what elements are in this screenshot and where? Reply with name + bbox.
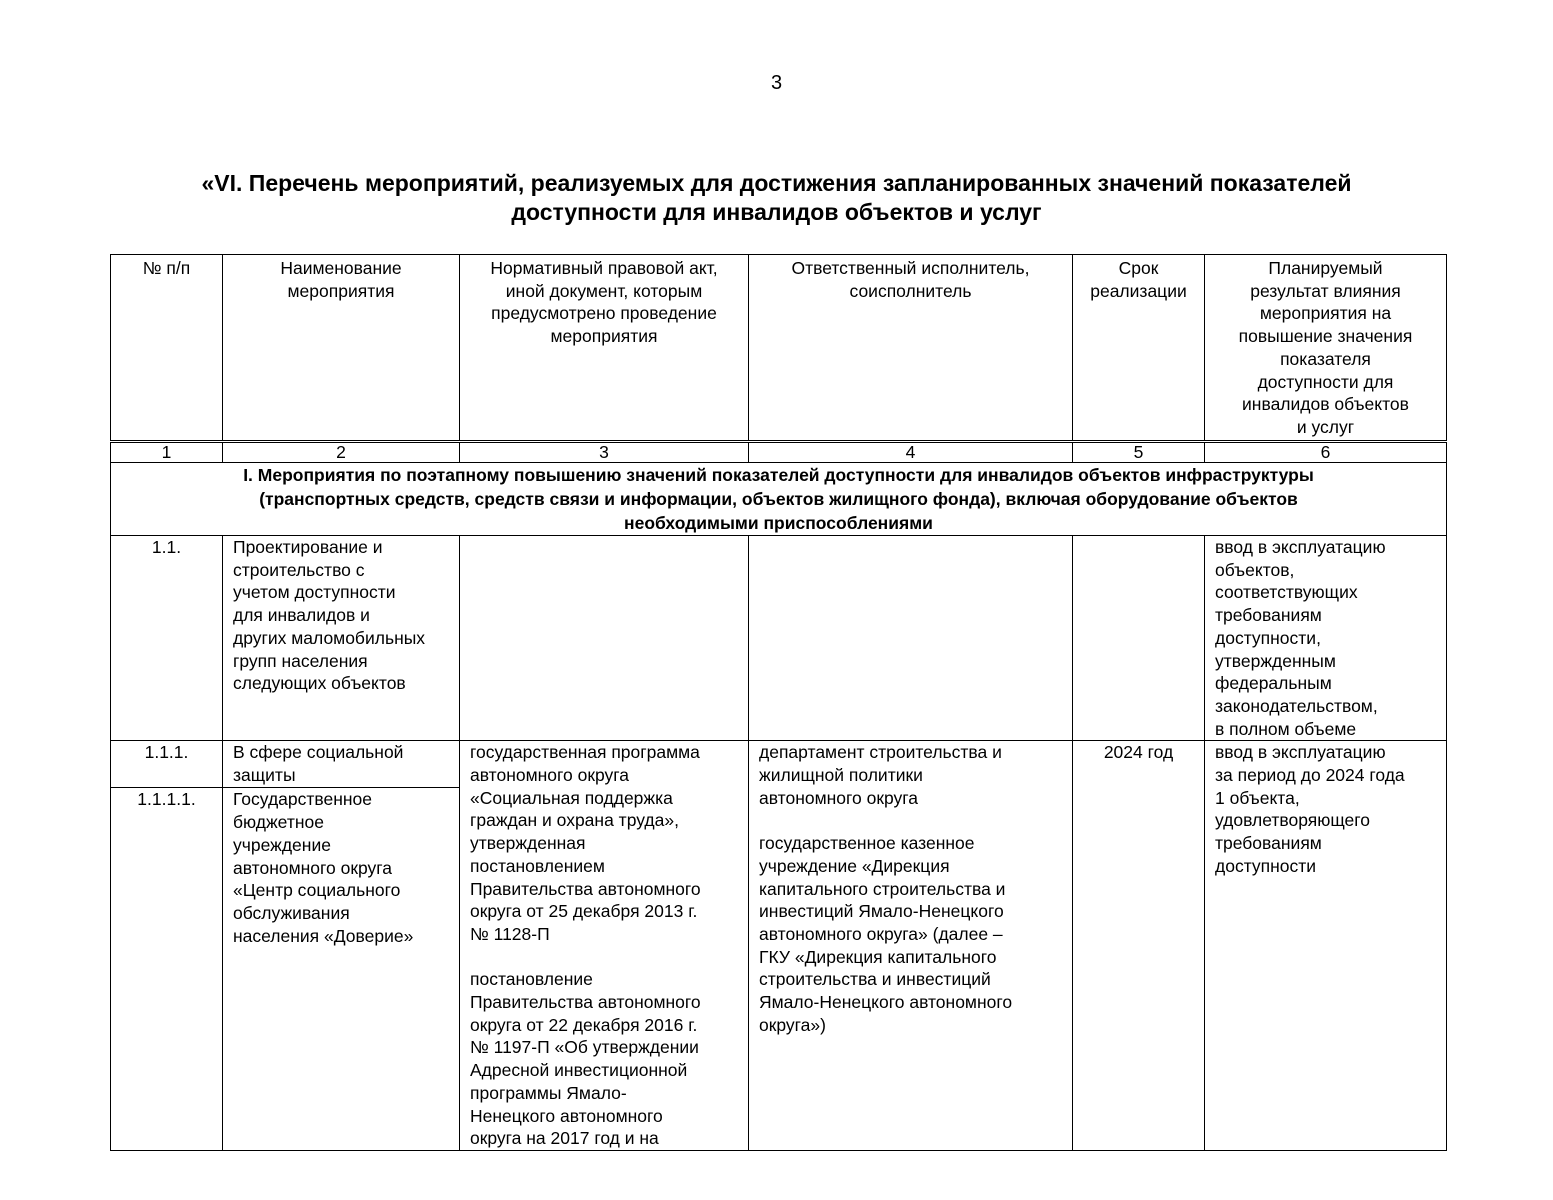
- title-line-2: доступности для инвалидов объектов и услуг: [511, 199, 1042, 225]
- column-number: 5: [1073, 443, 1205, 463]
- measure-name: Проектирование и строительство с учетом доступности для инвалидов и других маломобильных групп населения следующих объектов: [223, 536, 460, 741]
- column-number: 1: [111, 443, 223, 463]
- legal-act-resolution: постановление Правительства автономного округа от 22 декабря 2016 г. № 1197-П «Об утверждении Адресной инвестиционной программы Ямало- Ненецкого автономного округа на 2017 год и на: [470, 969, 701, 1149]
- result-cell: ввод в эксплуатацию объектов, соответствующих требованиям доступности, утвержденным федеральным законодательством, в полном объеме: [1205, 536, 1447, 741]
- column-number: 4: [749, 443, 1073, 463]
- section-row: [111, 463, 1447, 536]
- row-number: 1.1.1.: [111, 741, 223, 788]
- column-number: 3: [460, 443, 749, 463]
- executor-coexecutor: государственное казенное учреждение «Дирекция капитального строительства и инвестиций Ямало-Ненецкого автономного округа» (далее – ГКУ «Дирекция капитального строительства и инвестиций Ямало-Ненецкого автономного округа»): [759, 833, 1013, 1035]
- table-row: [111, 536, 1447, 741]
- header-number: № п/п: [111, 255, 223, 441]
- title-line-1: «VI. Перечень мероприятий, реализуемых для достижения запланированных значений показателей: [201, 170, 1352, 196]
- row-number: 1.1.: [111, 536, 223, 741]
- term-cell: 2024 год: [1073, 741, 1205, 1151]
- executor-department: департамент строительства и жилищной политики автономного округа: [759, 742, 1002, 808]
- section-title: I. Мероприятия по поэтапному повышению значений показателей доступности для инвалидов объектов инфраструктуры (транспортных средств, средств связи и информации, объектов жилищного фонда), включая оборудование объектов необходимыми приспособлениями: [111, 463, 1447, 536]
- column-number: 6: [1205, 443, 1447, 463]
- header-term: Срок реализации: [1073, 255, 1205, 441]
- header-result: Планируемый результат влияния мероприятия на повышение значения показателя доступности для инвалидов объектов и услуг: [1205, 255, 1447, 441]
- header-measure-name: Наименование мероприятия: [223, 255, 460, 441]
- page-number: 3: [770, 72, 783, 94]
- legal-act-cell: [460, 536, 749, 741]
- column-number: 2: [223, 443, 460, 463]
- measure-name: Государственное бюджетное учреждение автономного округа «Центр социального обслуживания населения «Доверие»: [223, 788, 460, 1151]
- header-executor: Ответственный исполнитель, соисполнитель: [749, 255, 1073, 441]
- page-title: [120, 169, 1433, 227]
- row-number: 1.1.1.1.: [111, 788, 223, 1151]
- table-row: [111, 741, 1447, 788]
- measure-name: В сфере социальной защиты: [223, 741, 460, 788]
- executor-cell: [749, 536, 1073, 741]
- header-legal-act: Нормативный правовой акт, иной документ, которым предусмотрено проведение мероприятия: [460, 255, 749, 441]
- executor-cell: [749, 741, 1073, 1151]
- legal-act-cell: [460, 741, 749, 1151]
- legal-act-program: государственная программа автономного округа «Социальная поддержка граждан и охрана труда», утвержденная постановлением Правительства автономного округа от 25 декабря 2013 г. № 1128-П: [470, 742, 701, 944]
- term-cell: [1073, 536, 1205, 741]
- column-number-row: [111, 443, 1447, 463]
- measures-table: [110, 254, 1447, 1151]
- table-header-row: [111, 255, 1447, 441]
- result-cell: ввод в эксплуатацию за период до 2024 года 1 объекта, удовлетворяющего требованиям доступности: [1205, 741, 1447, 1151]
